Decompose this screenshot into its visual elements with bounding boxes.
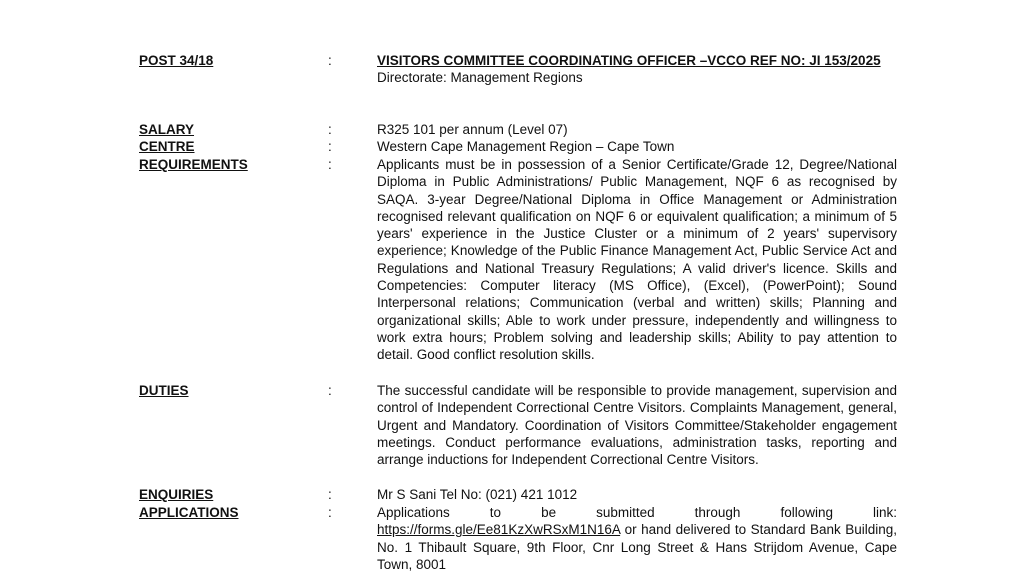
applications-label: APPLICATIONS: [139, 505, 239, 520]
salary-colon: :: [328, 122, 332, 137]
salary-label: SALARY: [139, 122, 195, 137]
centre-value: Western Cape Management Region – Cape Town: [377, 139, 675, 154]
post-label: POST 34/18: [139, 53, 214, 68]
salary-value: R325 101 per annum (Level 07): [377, 122, 568, 137]
duties-value: The successful candidate will be responsible to provide management, supervision and control of Independent Correctional Centre Visitors. Complaints Management, general, Urgent and Mandatory. Coordination of Visitors Committee/Stakeholder engagement meetings. Conduct performance evaluations, administration tasks, reporting and arrange inductions for Independent Correctional Centre Visitors.: [377, 383, 897, 468]
post-title: VISITORS COMMITTEE COORDINATING OFFICER –VCCO REF NO: JI 153/2025: [377, 53, 881, 68]
applications-rest: or hand delivered to Standard Bank Building, No. 1 Thibault Square, 9th Floor, Cnr Long Street & Hans Strijdom Avenue, Cape Town, 8001: [377, 522, 897, 572]
applications-colon: :: [328, 505, 332, 520]
post-directorate: Directorate: Management Regions: [377, 70, 583, 86]
enquiries-colon: :: [328, 487, 332, 502]
applications-value: [377, 504, 897, 573]
requirements-colon: :: [328, 157, 332, 172]
centre-label: CENTRE: [139, 139, 195, 154]
duties-colon: :: [328, 383, 332, 398]
applications-line1: Applications to be submitted through following link:: [377, 505, 897, 520]
enquiries-label: ENQUIRIES: [139, 487, 214, 502]
post-value: [377, 52, 897, 87]
applications-body: [377, 521, 897, 573]
post-colon: :: [328, 53, 332, 68]
requirements-label: REQUIREMENTS: [139, 157, 248, 172]
duties-label: DUTIES: [139, 383, 189, 398]
applications-form-link[interactable]: https://forms.gle/Ee81KzXwRSxM1N16A: [377, 522, 621, 538]
requirements-value: Applicants must be in possession of a Senior Certificate/Grade 12, Degree/National Diploma in Public Administrations/ Public Management, NQF 6 as recognised by SAQA. 3-year Degree/National Diploma in Office Management or Administration recognised relevant qualification on NQF 6 or equivalent qualification; a minimum of 5 years' experience in the Justice Cluster or a minimum of 2 years' supervisory experience; Knowledge of the Public Finance Management Act, Public Service Act and Regulations and National Treasury Regulations; A valid driver's licence. Skills and Competencies: Computer literacy (MS Office), (Excel), (PowerPoint); Sound Interpersonal relations; Communication (verbal and written) skills; Planning and organizational skills; Able to work under pressure, independently and willingness to work extra hours; Problem solving and leadership skills; Ability to pay attention to detail. Good conflict resolution skills.: [377, 157, 897, 363]
centre-colon: :: [328, 139, 332, 154]
enquiries-value: Mr S Sani Tel No: (021) 421 1012: [377, 487, 578, 502]
